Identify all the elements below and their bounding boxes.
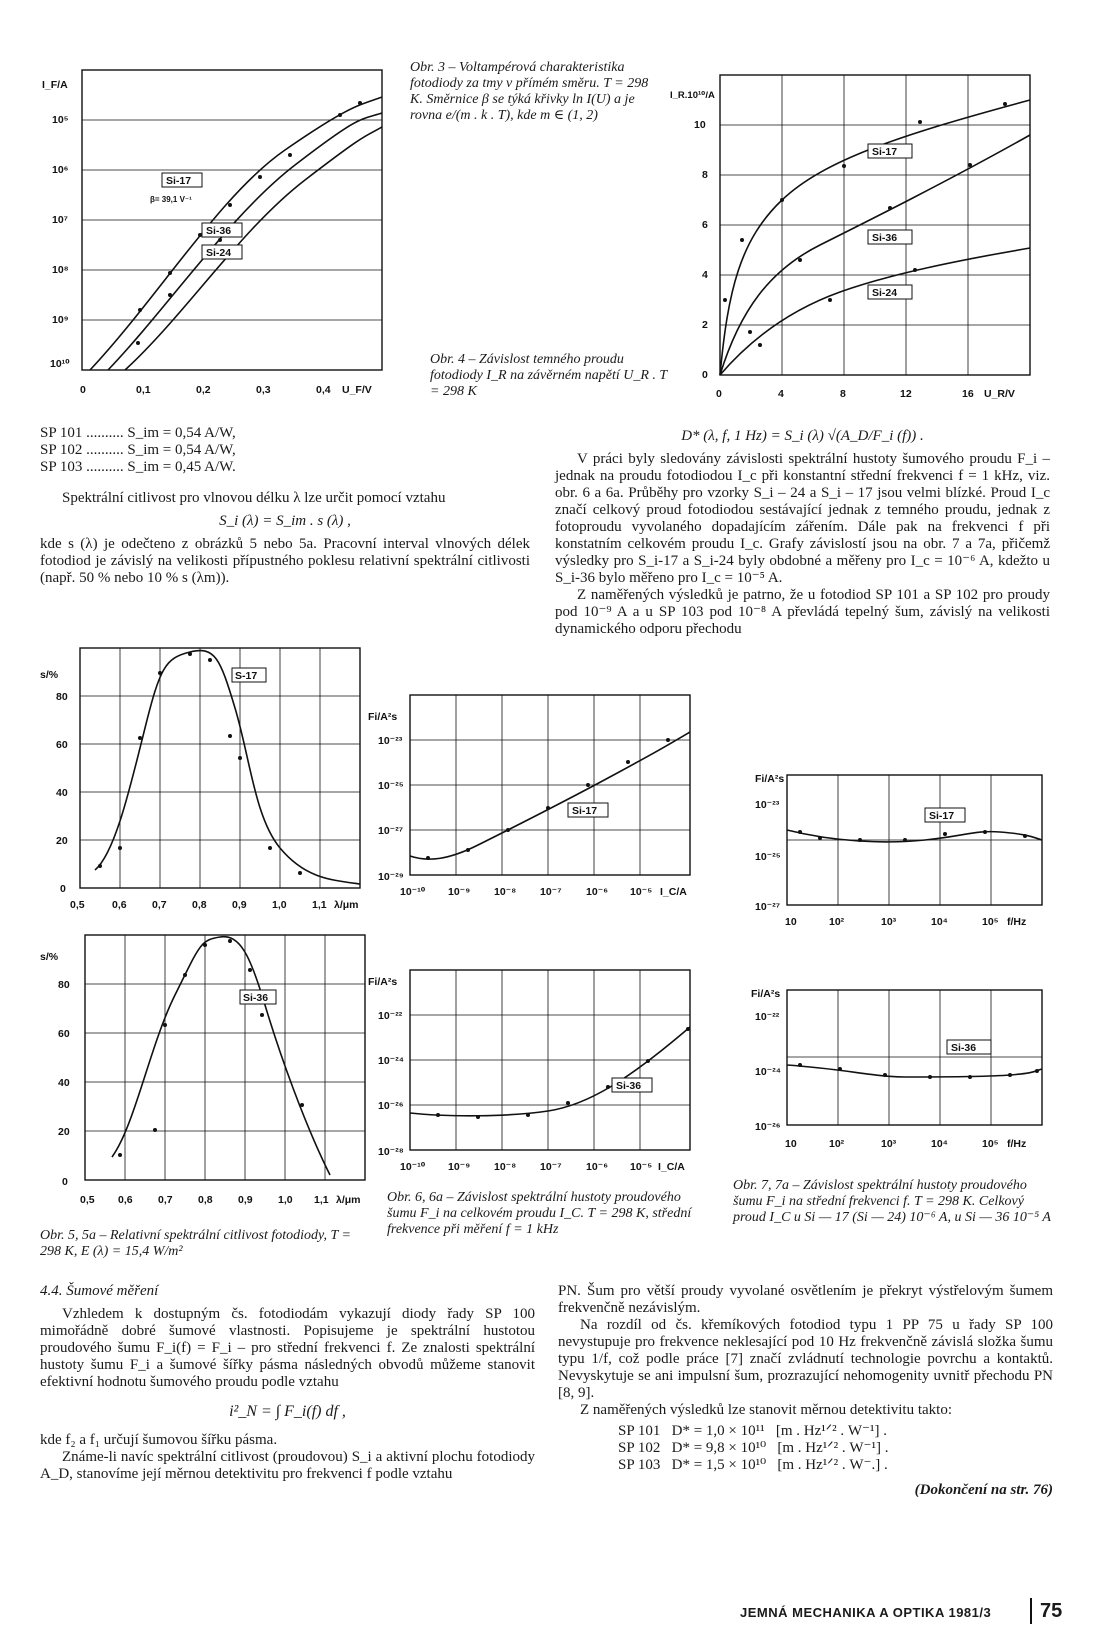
y-tick: 2 [702,319,708,331]
detectivity-row: SP 101 D* = 1,0 × 10¹¹ [m . Hz¹ᐟ² . W⁻¹] . [618,1423,887,1439]
y-tick: 10⁸ [52,264,69,276]
series-label-si-36: Si-36 [206,225,232,237]
data-point [918,120,922,124]
x-tick: 10⁻⁶ [586,886,609,898]
y-tick: 10⁻²⁷ [378,825,404,837]
data-point [748,330,752,334]
data-point [780,198,784,202]
x-tick: 10⁻⁹ [448,886,471,898]
x-tick: 10⁻⁸ [494,886,517,898]
x-tick: 10² [829,1138,845,1150]
x-tick: 0,2 [196,384,211,396]
data-point [358,101,362,105]
x-tick: 16 [962,388,974,400]
y-axis-label: Fi/A²s [751,988,781,1000]
data-point [626,760,630,764]
y-tick: 10⁻²⁴ [755,1066,781,1078]
x-axis-label: λ/μm [336,1194,361,1206]
series-line-si-36 [112,937,330,1175]
y-tick: 10⁻²⁷ [755,901,781,913]
x-tick: 10⁻⁵ [630,886,653,898]
x-tick: 10⁻⁹ [448,1161,471,1173]
x-tick: 0,1 [136,384,151,396]
caption-fig4: Obr. 4 – Závislost temného proudu fotodiody I_R na závěrném napětí U_R . T = 298 K [430,352,667,399]
data-point [546,806,550,810]
x-tick: 0,4 [316,384,331,396]
chart-fig7a [745,985,1055,1155]
sp-row: SP 103 .......... S_im = 0,45 A/W. [40,459,236,475]
data-point [913,268,917,272]
x-tick: 0,5 [70,899,85,911]
y-tick: 10¹⁰ [50,358,70,370]
x-axis-label: I_C/A [658,1161,685,1173]
y-axis-label: s/% [40,951,59,963]
data-point [136,341,140,345]
text-block-right-2 [558,1283,1053,1499]
y-tick: 60 [58,1028,70,1040]
x-tick: 12 [900,388,912,400]
data-point [300,1103,304,1107]
x-tick: 8 [840,388,846,400]
formula: S_i (λ) = S_im . s (λ) , [219,513,351,529]
data-point [228,939,232,943]
data-point [260,1013,264,1017]
y-tick: 10⁻²⁴ [378,1055,404,1067]
caption-fig6: Obr. 6, 6a – Závislost spektrální hustoty proudového šumu F_i na celkovém proudu I_C. T = 298 K, střední frekvence při měření f = 1 kHz [387,1190,692,1237]
paragraph: Z naměřených výsledků je patrno, že u fotodiod SP 101 a SP 102 pro proudy pod 10⁻⁹ A a u SP 103 pod 10⁻⁸ A převládá tepelný šum, závislý na velikosti dynamického odporu přechodu [555,587,1050,637]
paragraph: Na rozdíl od čs. křemíkových fotodiod typu 1 PP 75 u řady SP 100 nevystupuje pro frekvence neklesající pod 10 Hz frekvenčně závislá složka šumu typu 1/f, což podle práce [7] značí zvládnutí technologie povrchu a kontaktů. Nevyskytuje se ani impulsní šum, prozrazující nehomogenity uvnitř přechodu PN [8, 9]. [558,1317,1053,1401]
data-point [238,756,242,760]
data-point [798,830,802,834]
y-tick: 10⁻²⁹ [378,871,404,883]
section-heading: 4.4. Šumové měření [40,1283,159,1299]
chart-fig6 [368,690,708,905]
y-tick: 80 [58,979,70,991]
series-label-si-17: Si-17 [929,810,955,822]
data-point [203,943,207,947]
text-block-left-1 [40,490,530,587]
chart-fig6a [368,965,708,1180]
y-tick: 10⁻²⁶ [755,1121,781,1133]
x-tick: 0,8 [192,899,207,911]
y-axis-label: Fi/A²s [368,711,398,723]
x-tick: 10³ [881,1138,897,1150]
x-tick: 10⁴ [931,916,948,928]
paragraph: V práci byly sledovány závislosti spektrální hustoty šumového proudu F_i – jednak na proudu fotodiodou I_c při konstantní střední frekvenci f = 1 kHz, viz. obr. 6 a 6a. Průběhy pro vzorky S_i – 24 a S_i – 17 jsou velmi blízké. Proud I_c značí celkový proud fotodiodou sestávající jednak z temného proudu, jednak z fotoproudu vyvolaného dopadajícím zářením. Dále pak na frekvenci f při konstatním celkovém proudu I_c. Grafy závislostí jsou na obr. 7 a 7a, přičemž výsledky pro S_i-17 a S_i-24 byly obdobné a měřeny pro I_c = 10⁻⁶ A, kdežto u S_i-36 bylo měřeno pro I_c = 10⁻⁵ A. [555,451,1050,586]
data-point [436,1113,440,1117]
y-axis-label: s/% [40,669,59,681]
x-axis-label: λ/μm [334,899,359,911]
formula: i²_N = ∫ F_i(f) df , [229,1403,346,1420]
data-point [740,238,744,242]
x-tick: 10⁻⁷ [540,1161,562,1173]
data-point [666,738,670,742]
data-point [883,1073,887,1077]
data-point [818,836,822,840]
data-point [943,832,947,836]
y-tick: 20 [56,835,68,847]
y-tick: 60 [56,739,68,751]
series-label-s-17: S-17 [235,670,258,682]
x-tick: 0,5 [80,1194,95,1206]
data-point [968,1075,972,1079]
series-label-si-36: Si-36 [616,1080,642,1092]
data-point [798,258,802,262]
data-point [183,973,187,977]
data-point [526,1113,530,1117]
y-tick: 10 [694,119,706,131]
data-point [158,671,162,675]
data-point [218,238,222,242]
x-tick: 0,8 [198,1194,213,1206]
series-label-si-24: Si-24 [872,287,898,299]
sp-row: SP 102 .......... S_im = 0,54 A/W, [40,442,236,458]
data-point [466,848,470,852]
data-point [228,734,232,738]
data-point [983,830,987,834]
data-point [168,293,172,297]
data-point [168,271,172,275]
x-tick: 0,7 [152,899,167,911]
data-point [928,1075,932,1079]
x-tick: 10⁻⁸ [494,1161,517,1173]
chart-fig7 [745,770,1055,935]
data-point [288,153,292,157]
series-label-si-24: Si-24 [206,247,232,259]
data-point [758,343,762,347]
data-point [198,233,202,237]
sp-list [40,425,530,476]
x-tick: 10⁻⁶ [586,1161,609,1173]
data-point [838,1067,842,1071]
beta-annotation: β= 39,1 V⁻¹ [150,195,192,204]
data-point [968,163,972,167]
y-tick: 10⁻²³ [378,735,403,747]
x-tick: 10⁻¹⁰ [400,1161,426,1173]
x-axis-label: U_R/V [984,388,1015,400]
formula: D* (λ, f, 1 Hz) = S_i (λ) √(A_D/F_i (f)) . [681,428,924,444]
x-tick: 0,6 [118,1194,133,1206]
x-tick: 10⁵ [982,916,999,928]
x-tick: 4 [778,388,784,400]
paragraph: Známe-li navíc spektrální citlivost (proudovou) S_i a aktivní plochu fotodiody A_D, stanovíme její měrnou detektivitu pro frekvenci f podle vztahu [40,1449,535,1482]
data-point [686,1027,690,1031]
data-point [1035,1069,1039,1073]
x-tick: 1,0 [278,1194,293,1206]
y-tick: 10⁹ [52,314,69,326]
y-tick: 0 [62,1176,68,1188]
sp-row: SP 101 .......... S_im = 0,54 A/W, [40,425,236,441]
data-point [163,1023,167,1027]
data-point [268,846,272,850]
y-tick: 10⁵ [52,114,69,126]
series-label-si-36: Si-36 [872,232,898,244]
y-tick: 80 [56,691,68,703]
x-axis-label: U_F/V [342,384,372,396]
y-tick: 10⁻²⁵ [755,851,781,863]
data-point [842,164,846,168]
data-point [566,1101,570,1105]
y-tick: 10⁷ [52,214,69,226]
detectivity-row: SP 102 D* = 9,8 × 10¹⁰ [m . Hz¹ᐟ² . W⁻¹] . [618,1440,889,1456]
chart-fig4 [670,70,1060,410]
x-tick: 1,0 [272,899,287,911]
y-tick: 10⁻²⁵ [378,780,404,792]
x-tick: 10³ [881,916,897,928]
y-tick: 40 [58,1077,70,1089]
series-line-si-36 [720,135,1030,375]
y-tick: 8 [702,169,708,181]
y-tick: 10⁻²⁶ [378,1100,404,1112]
footer-divider [1030,1598,1032,1624]
data-point [98,864,102,868]
data-point [506,828,510,832]
series-label-si-17: Si-17 [166,175,192,187]
data-point [426,856,430,860]
data-point [258,175,262,179]
caption-fig3: Obr. 3 – Voltampérová charakteristika fotodiody za tmy v přímém směru. T = 298 K. Směrnice β se týká křivky ln I(U) a je rovna e/(m . k . T), kde m ∈ (1, 2) [410,60,649,123]
detectivity-row: SP 103 D* = 1,5 × 10¹⁰ [m . Hz¹ᐟ² . W⁻.] . [618,1457,888,1473]
paragraph: Z naměřených výsledků lze stanovit měrnou detektivitu takto: [580,1402,952,1418]
series-line-si-36 [108,113,382,370]
data-point [138,308,142,312]
chart-fig5a [40,935,370,1210]
x-tick: 10⁵ [982,1138,999,1150]
chart-fig3 [40,55,400,405]
x-tick: 1,1 [314,1194,329,1206]
series-label-si-17: Si-17 [872,146,898,158]
x-tick: 0 [80,384,86,396]
data-point [298,871,302,875]
x-axis-label: I_C/A [660,886,687,898]
data-point [888,206,892,210]
data-point [828,298,832,302]
y-tick: 10⁻²⁸ [378,1146,404,1158]
detectivity-list [558,1423,1053,1474]
y-axis-label: Fi/A²s [755,773,785,785]
page-number: 75 [1040,1600,1063,1622]
x-tick: 0,6 [112,899,127,911]
x-axis-label: f/Hz [1007,1138,1027,1150]
caption-fig5: Obr. 5, 5a – Relativní spektrální citlivost fotodiody, T = 298 K, E (λ) = 15,4 W/m² [40,1228,351,1259]
paragraph: PN. Šum pro větší proudy vyvolané osvětlením je překryt výstřelovým šumem frekvenčně nezávislým. [558,1283,1053,1316]
data-point [1003,102,1007,106]
y-tick: 10⁻²³ [755,799,780,811]
y-tick: 10⁻²² [378,1010,403,1022]
x-tick: 10² [829,916,845,928]
y-axis-label: Fi/A²s [368,976,398,988]
paragraph: kde s (λ) je odečteno z obrázků 5 nebo 5a. Pracovní interval vlnových délek fotodiod je závislý na velikosti přípustného poklesu relativní spektrální citlivosti (např. 50 % nebo 10 % s (λm)). [40,536,530,586]
y-tick: 40 [56,787,68,799]
data-point [1008,1073,1012,1077]
data-point [646,1059,650,1063]
x-tick: 0,9 [232,899,247,911]
data-point [798,1063,802,1067]
data-point [188,652,192,656]
data-point [208,658,212,662]
text-block-left-2 [40,1283,535,1483]
data-point [586,783,590,787]
y-tick: 0 [60,883,66,895]
data-point [723,298,727,302]
caption-fig7: Obr. 7, 7a – Závislost spektrální hustoty proudového šumu F_i na střední frekvenci f. T = 298 K. Celkový proud I_C u Si — 17 (Si — 24) 10⁻⁶ A, u Si — 36 10⁻⁵ A [733,1178,1051,1225]
series-line-si-17 [410,732,690,859]
series-line-si-24 [720,248,1030,375]
x-tick: 0,9 [238,1194,253,1206]
continued-note: (Dokončení na str. 76) [914,1482,1053,1498]
y-tick: 6 [702,219,708,231]
data-point [138,736,142,740]
data-point [903,838,907,842]
chart-fig5 [40,648,370,918]
series-line-si-24 [125,127,382,370]
text-block-right-1 [555,428,1050,638]
data-point [338,113,342,117]
data-point [228,203,232,207]
y-tick: 0 [702,369,708,381]
journal-footer: JEMNÁ MECHANIKA A OPTIKA 1981/3 [740,1605,992,1620]
y-axis-label: I_F/A [42,79,68,91]
x-tick: 10 [785,1138,797,1150]
data-point [858,838,862,842]
paragraph: Vzhledem k dostupným čs. fotodiodám vykazují diody řady SP 100 mimořádně dobré šumové vlastnosti. Popisujeme je spektrální hustotou proudového šumu F_i(f) = F_i – pro střední frekvenci f. Ze znalosti spektrální hustoty šumu F_i a šumové šířky pásma následných obvodů můžeme stanovit efektivní hodnotu šumového proudu podle vztahu [40,1306,535,1390]
y-tick: 4 [702,269,708,281]
y-axis-label: I_R.10¹⁰/A [670,90,715,101]
data-point [476,1115,480,1119]
data-point [1023,834,1027,838]
data-point [118,846,122,850]
y-tick: 10⁶ [52,164,69,176]
y-tick: 10⁻²² [755,1011,780,1023]
x-tick: 0,7 [158,1194,173,1206]
x-axis-label: f/Hz [1007,916,1027,928]
paragraph: kde f₂ a f₁ určují šumovou šířku pásma. [40,1432,278,1448]
data-point [606,1085,610,1089]
x-tick: 1,1 [312,899,327,911]
x-tick: 10⁴ [931,1138,948,1150]
x-tick: 10⁻⁵ [630,1161,653,1173]
x-tick: 10 [785,916,797,928]
x-tick: 10⁻⁷ [540,886,562,898]
data-point [248,968,252,972]
series-label-si-36: Si-36 [951,1042,977,1054]
x-tick: 10⁻¹⁰ [400,886,426,898]
y-tick: 20 [58,1126,70,1138]
series-label-si-36: Si-36 [243,992,269,1004]
series-line-si-36 [787,1065,1042,1077]
data-point [153,1128,157,1132]
data-point [118,1153,122,1157]
series-line-si-36 [410,1027,690,1116]
series-label-si-17: Si-17 [572,805,598,817]
x-tick: 0,3 [256,384,271,396]
x-tick: 0 [716,388,722,400]
paragraph: Spektrální citlivost pro vlnovou délku λ lze určit pomocí vztahu [62,490,446,506]
